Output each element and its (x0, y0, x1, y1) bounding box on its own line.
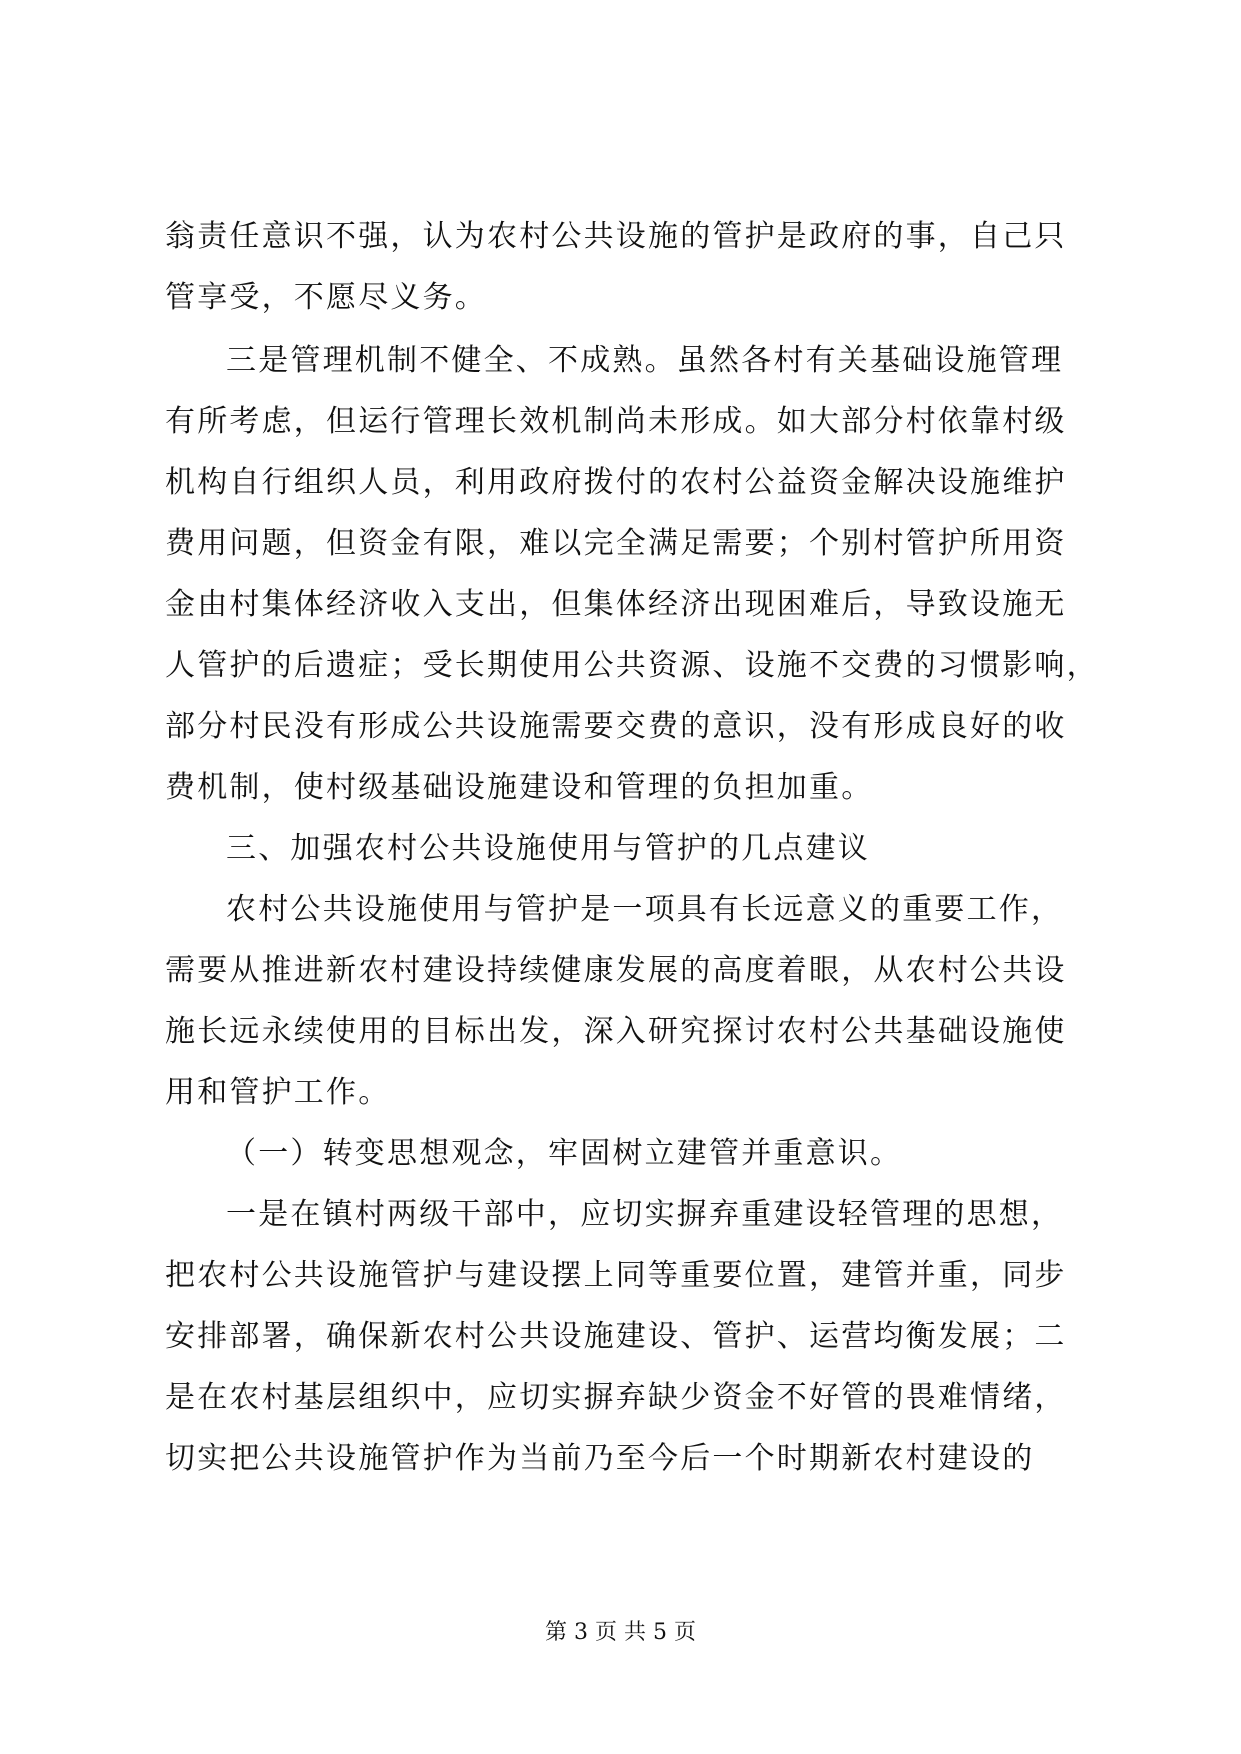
text-line: 需要从推进新农村建设持续健康发展的高度着眼，从农村公共设 (165, 953, 1067, 988)
text-line: 是在农村基层组织中，应切实摒弃缺少资金不好管的畏难情绪， (165, 1380, 1067, 1415)
text-line: 用和管护工作。 (165, 1075, 391, 1110)
document-body (165, 206, 1099, 1489)
text-line: 部分村民没有形成公共设施需要交费的意识，没有形成良好的收 (165, 709, 1067, 744)
subsection-heading: （一）转变思想观念，牢固树立建管并重意识。 (226, 1136, 903, 1171)
page-number-footer: 第 3 页 共 5 页 (545, 1620, 696, 1645)
text-line: 农村公共设施使用与管护是一项具有长远意义的重要工作， (226, 892, 1064, 927)
text-line: 安排部署，确保新农村公共设施建设、管护、运营均衡发展；二 (165, 1319, 1067, 1354)
text-line: 有所考虑，但运行管理长效机制尚未形成。如大部分村依靠村级 (165, 404, 1067, 439)
text-line: 费用问题，但资金有限，难以完全满足需要；个别村管护所用资 (165, 526, 1067, 561)
text-line: 金由村集体经济收入支出，但集体经济出现困难后，导致设施无 (165, 587, 1067, 622)
text-line: 人管护的后遗症；受长期使用公共资源、设施不交费的习惯影响， (165, 648, 1099, 683)
text-line: 三是管理机制不健全、不成熟。虽然各村有关基础设施管理 (226, 343, 1064, 378)
text-line: 把农村公共设施管护与建设摆上同等重要位置，建管并重，同步 (165, 1258, 1067, 1293)
text-line: 费机制，使村级基础设施建设和管理的负担加重。 (165, 770, 874, 805)
text-line: 管享受，不愿尽义务。 (165, 280, 487, 315)
text-line: 施长远永续使用的目标出发，深入研究探讨农村公共基础设施使 (165, 1014, 1067, 1049)
text-line: 翁责任意识不强，认为农村公共设施的管护是政府的事，自己只 (165, 219, 1067, 254)
section-heading: 三、加强农村公共设施使用与管护的几点建议 (226, 831, 870, 866)
text-line: 机构自行组织人员，利用政府拨付的农村公益资金解决设施维护 (165, 465, 1067, 500)
text-line: 一是在镇村两级干部中，应切实摒弃重建设轻管理的思想， (226, 1197, 1064, 1232)
text-line: 切实把公共设施管护作为当前乃至今后一个时期新农村建设的 (165, 1441, 1035, 1476)
